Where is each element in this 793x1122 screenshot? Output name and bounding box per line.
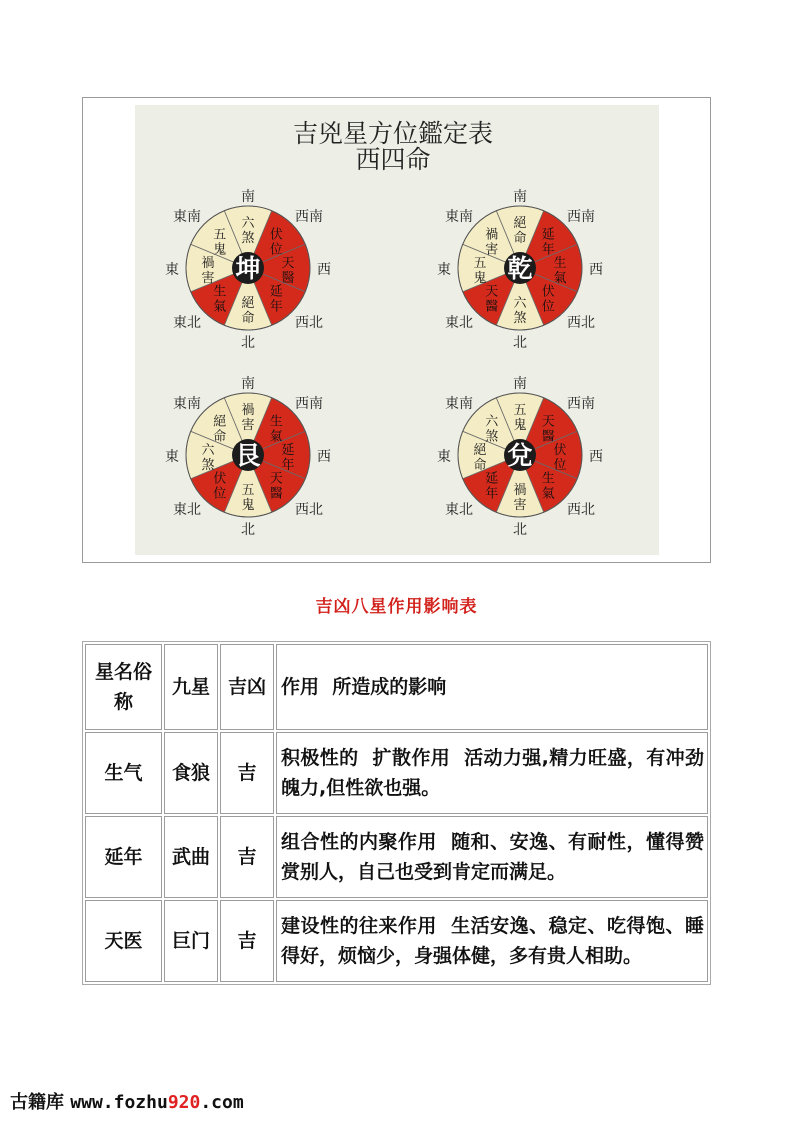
direction-label: 西南	[567, 396, 595, 412]
row-luck: 吉	[220, 816, 274, 898]
direction-label: 東南	[445, 209, 473, 225]
direction-label: 西	[317, 262, 331, 278]
sector-label-char: 延	[269, 284, 283, 300]
table-title: 吉凶八星作用影响表	[315, 597, 478, 617]
sector-label-char: 氣	[269, 429, 283, 445]
direction-label: 東	[165, 449, 179, 465]
sector-label-char: 命	[513, 231, 527, 246]
bagua-wheel-gen	[165, 375, 331, 538]
table-row	[85, 732, 708, 814]
sector-label-char: 伏	[213, 471, 227, 487]
sector-label-char: 六	[241, 216, 255, 231]
direction-label: 西北	[567, 502, 595, 518]
sector-label-char: 煞	[513, 311, 527, 326]
sector-label-char: 害	[485, 242, 499, 258]
figure-title: 吉兇星方位鑑定表	[292, 119, 494, 148]
row-star-name: 延年	[85, 816, 162, 898]
direction-label: 北	[241, 522, 255, 538]
row-luck: 吉	[220, 732, 274, 814]
table-row	[85, 816, 708, 898]
direction-label: 北	[241, 335, 255, 351]
direction-label: 東南	[173, 209, 201, 225]
sector-label-char: 天	[281, 256, 295, 271]
sector-label-char: 氣	[541, 486, 555, 502]
sector-label-char: 生	[213, 284, 227, 300]
direction-label: 北	[513, 522, 527, 538]
sector-label-char: 生	[269, 414, 283, 430]
row-star-name: 天医	[85, 900, 162, 982]
sector-label-char: 絕	[473, 443, 487, 458]
direction-label: 西北	[295, 502, 323, 518]
direction-label: 南	[241, 376, 255, 392]
direction-label: 北	[513, 335, 527, 351]
direction-label: 東南	[445, 396, 473, 412]
sector-label-char: 害	[201, 271, 215, 286]
sector-label-char: 命	[473, 458, 487, 473]
sector-label-char: 絕	[513, 216, 527, 231]
direction-label: 東北	[173, 502, 201, 518]
row-effect: 积极性的 扩散作用 活动力强,精力旺盛，有冲劲魄力,但性欲也强。	[276, 732, 708, 814]
sector-label-char: 年	[281, 458, 295, 473]
row-effect: 组合性的内聚作用 随和、安逸、有耐性，懂得赞赏别人，自己也受到肯定而满足。	[276, 816, 708, 898]
direction-label: 南	[513, 376, 527, 392]
sector-label-char: 鬼	[241, 498, 255, 513]
footer-url-prefix: www.fozhu	[70, 1092, 168, 1113]
sector-label-char: 生	[553, 256, 567, 271]
bagua-wheel-dui	[437, 375, 603, 538]
sector-label-char: 禍	[485, 227, 499, 243]
direction-label: 東	[437, 262, 451, 278]
wheel-center-trigram: 坤	[235, 254, 261, 283]
sector-label-char: 氣	[213, 299, 227, 315]
sector-label-char: 鬼	[513, 418, 527, 433]
sector-label-char: 鬼	[473, 271, 487, 286]
direction-label: 西北	[567, 315, 595, 331]
direction-label: 東	[165, 262, 179, 278]
direction-label: 西南	[295, 209, 323, 225]
sector-label-char: 位	[553, 458, 567, 473]
figure-subtitle: 西四命	[355, 145, 431, 174]
wheel-center-trigram: 艮	[235, 441, 261, 470]
sector-label-char: 絕	[241, 296, 255, 311]
sector-label-char: 延	[485, 471, 499, 487]
sector-label-char: 延	[281, 443, 295, 458]
sector-label-char: 五	[513, 403, 527, 418]
sector-label-char: 六	[513, 296, 527, 311]
sector-label-char: 位	[541, 299, 555, 315]
sector-label-char: 醫	[281, 271, 295, 286]
wheel-center-trigram: 兌	[507, 441, 533, 470]
row-star-name: 生气	[85, 732, 162, 814]
direction-label: 西	[589, 449, 603, 465]
direction-label: 西南	[567, 209, 595, 225]
header-effect: 作用 所造成的影响	[276, 644, 708, 730]
footer-url-suffix: .com	[200, 1092, 244, 1113]
row-effect: 建设性的往来作用 生活安逸、稳定、吃得饱、睡得好，烦恼少，身强体健，多有贵人相助。	[276, 900, 708, 982]
row-luck: 吉	[220, 900, 274, 982]
sector-label-char: 醫	[541, 429, 555, 445]
sector-label-char: 害	[513, 498, 527, 513]
table-header-row	[85, 644, 708, 730]
sector-label-char: 醫	[269, 486, 283, 502]
sector-label-char: 煞	[485, 429, 499, 445]
sector-label-char: 生	[541, 471, 555, 487]
sector-label-char: 伏	[541, 284, 555, 300]
sector-label-char: 伏	[553, 443, 567, 458]
star-effects-table-wrapper	[82, 641, 711, 985]
direction-label: 東北	[173, 315, 201, 331]
sector-label-char: 五	[241, 483, 255, 498]
bagua-wheel-kun	[165, 188, 331, 351]
row-nine-star: 食狼	[164, 732, 218, 814]
sector-label-char: 年	[485, 486, 499, 502]
sector-label-char: 煞	[241, 231, 255, 246]
header-luck: 吉凶	[220, 644, 274, 730]
direction-label: 西	[317, 449, 331, 465]
sector-label-char: 五	[473, 256, 487, 271]
sector-label-char: 禍	[201, 256, 215, 271]
sector-label-char: 六	[485, 414, 499, 430]
direction-label: 南	[513, 189, 527, 205]
sector-label-char: 六	[201, 443, 215, 458]
star-effects-table	[82, 641, 711, 985]
sector-label-char: 害	[241, 418, 255, 433]
row-nine-star: 巨门	[164, 900, 218, 982]
bagua-direction-chart	[135, 105, 659, 555]
direction-label: 西北	[295, 315, 323, 331]
sector-label-char: 延	[541, 227, 555, 243]
sector-label-char: 命	[241, 311, 255, 326]
sector-label-char: 醫	[485, 299, 499, 315]
footer-brand: 古籍库	[10, 1092, 64, 1113]
sector-label-char: 禍	[241, 403, 255, 418]
direction-label: 東北	[445, 502, 473, 518]
direction-label: 南	[241, 189, 255, 205]
direction-label: 東	[437, 449, 451, 465]
footer-watermark	[10, 1088, 244, 1114]
sector-label-char: 伏	[269, 227, 283, 243]
table-row	[85, 900, 708, 982]
bagua-wheel-qian	[437, 188, 603, 351]
sector-label-char: 天	[485, 284, 499, 300]
sector-label-char: 氣	[553, 271, 567, 286]
row-nine-star: 武曲	[164, 816, 218, 898]
header-star-name: 星名俗称	[85, 644, 162, 730]
figure-frame	[82, 97, 711, 563]
sector-label-char: 年	[269, 299, 283, 315]
sector-label-char: 命	[213, 429, 227, 445]
sector-label-char: 天	[269, 471, 283, 487]
sector-label-char: 天	[541, 414, 555, 430]
wheel-center-trigram: 乾	[507, 254, 533, 283]
sector-label-char: 禍	[513, 483, 527, 498]
sector-label-char: 年	[541, 242, 555, 258]
sector-label-char: 位	[213, 486, 227, 502]
footer-url-number: 920	[167, 1092, 201, 1113]
sector-label-char: 鬼	[213, 242, 227, 258]
sector-label-char: 五	[213, 227, 227, 243]
direction-label: 東北	[445, 315, 473, 331]
direction-label: 東南	[173, 396, 201, 412]
direction-label: 西南	[295, 396, 323, 412]
sector-label-char: 位	[269, 242, 283, 258]
sector-label-char: 煞	[201, 458, 215, 473]
sector-label-char: 絕	[213, 414, 227, 430]
header-nine-star: 九星	[164, 644, 218, 730]
direction-label: 西	[589, 262, 603, 278]
